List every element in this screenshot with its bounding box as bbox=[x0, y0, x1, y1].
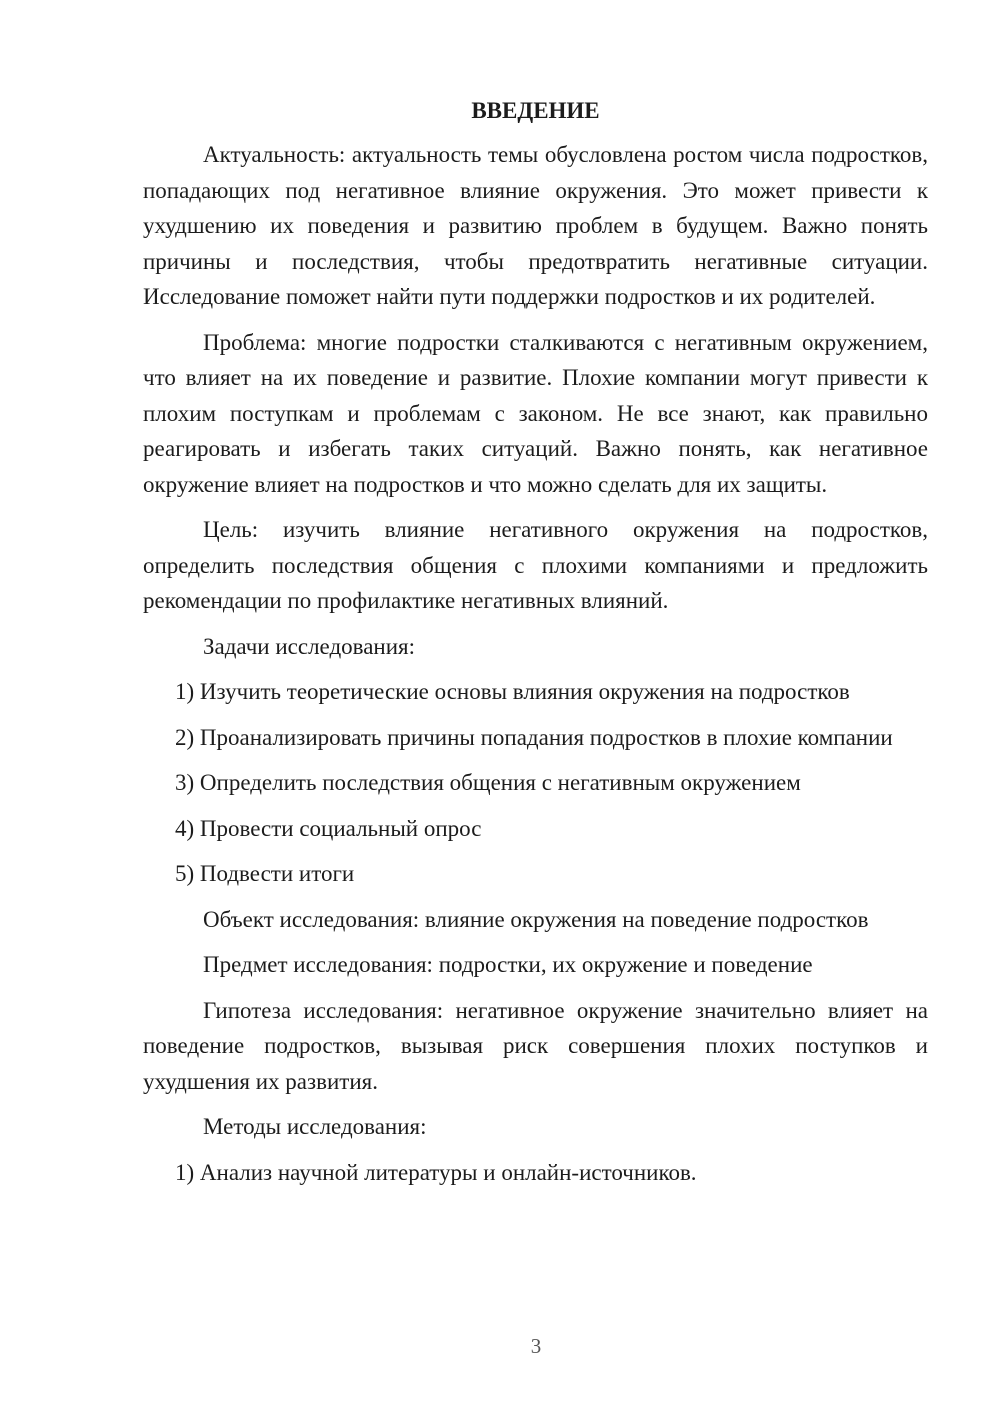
methods-list bbox=[143, 1155, 928, 1191]
page-number: 3 bbox=[530, 1334, 542, 1358]
tasks-list bbox=[143, 674, 928, 892]
methods-heading: Методы исследования: bbox=[203, 1114, 427, 1139]
list-item: 5) Подвести итоги bbox=[175, 861, 355, 886]
document-page bbox=[143, 95, 928, 1200]
list-item: 4) Провести социальный опрос bbox=[175, 815, 482, 841]
tasks-heading: Задачи исследования: bbox=[203, 633, 416, 659]
problem-paragraph: Проблема: многие подростки сталкиваются с негативным окружением, что влияет на их поведение и развитие. Плохие компании могут привести к плохим поступкам и проблемам с законом. Не все знают, как правильно реагировать и избегать таких ситуаций. Важно понять, как негативное окружение влияет на подростков и что можно сделать для их защиты. bbox=[143, 329, 928, 497]
list-item: 1) Изучить теоретические основы влияния окружения на подростков bbox=[175, 679, 850, 704]
section-title: ВВЕДЕНИЕ bbox=[471, 98, 600, 123]
hypothesis-paragraph: Гипотеза исследования: негативное окружение значительно влияет на поведение подростков, вызывая риск совершения плохих поступков и ухудшения их развития. bbox=[143, 997, 928, 1094]
subject-paragraph: Предмет исследования: подростки, их окружение и поведение bbox=[203, 952, 813, 977]
relevance-paragraph: Актуальность: актуальность темы обусловлена ростом числа подростков, попадающих под негативное влияние окружения. Это может привести к ухудшению их поведения и развитию проблем в будущем. Важно понять причины и последствия, чтобы предотвратить негативные ситуации. Исследование поможет найти пути поддержки подростков и их родителей. bbox=[143, 142, 928, 309]
list-item: 3) Определить последствия общения с негативным окружением bbox=[175, 770, 801, 795]
object-paragraph: Объект исследования: влияние окружения на поведение подростков bbox=[203, 906, 869, 932]
list-item: 1) Анализ научной литературы и онлайн-источников. bbox=[175, 1159, 697, 1185]
list-item: 2) Проанализировать причины попадания подростков в плохие компании bbox=[175, 724, 893, 750]
goal-paragraph: Цель: изучить влияние негативного окружения на подростков, определить последствия общения с плохими компаниями и предложить рекомендации по профилактике негативных влияний. bbox=[143, 517, 928, 613]
